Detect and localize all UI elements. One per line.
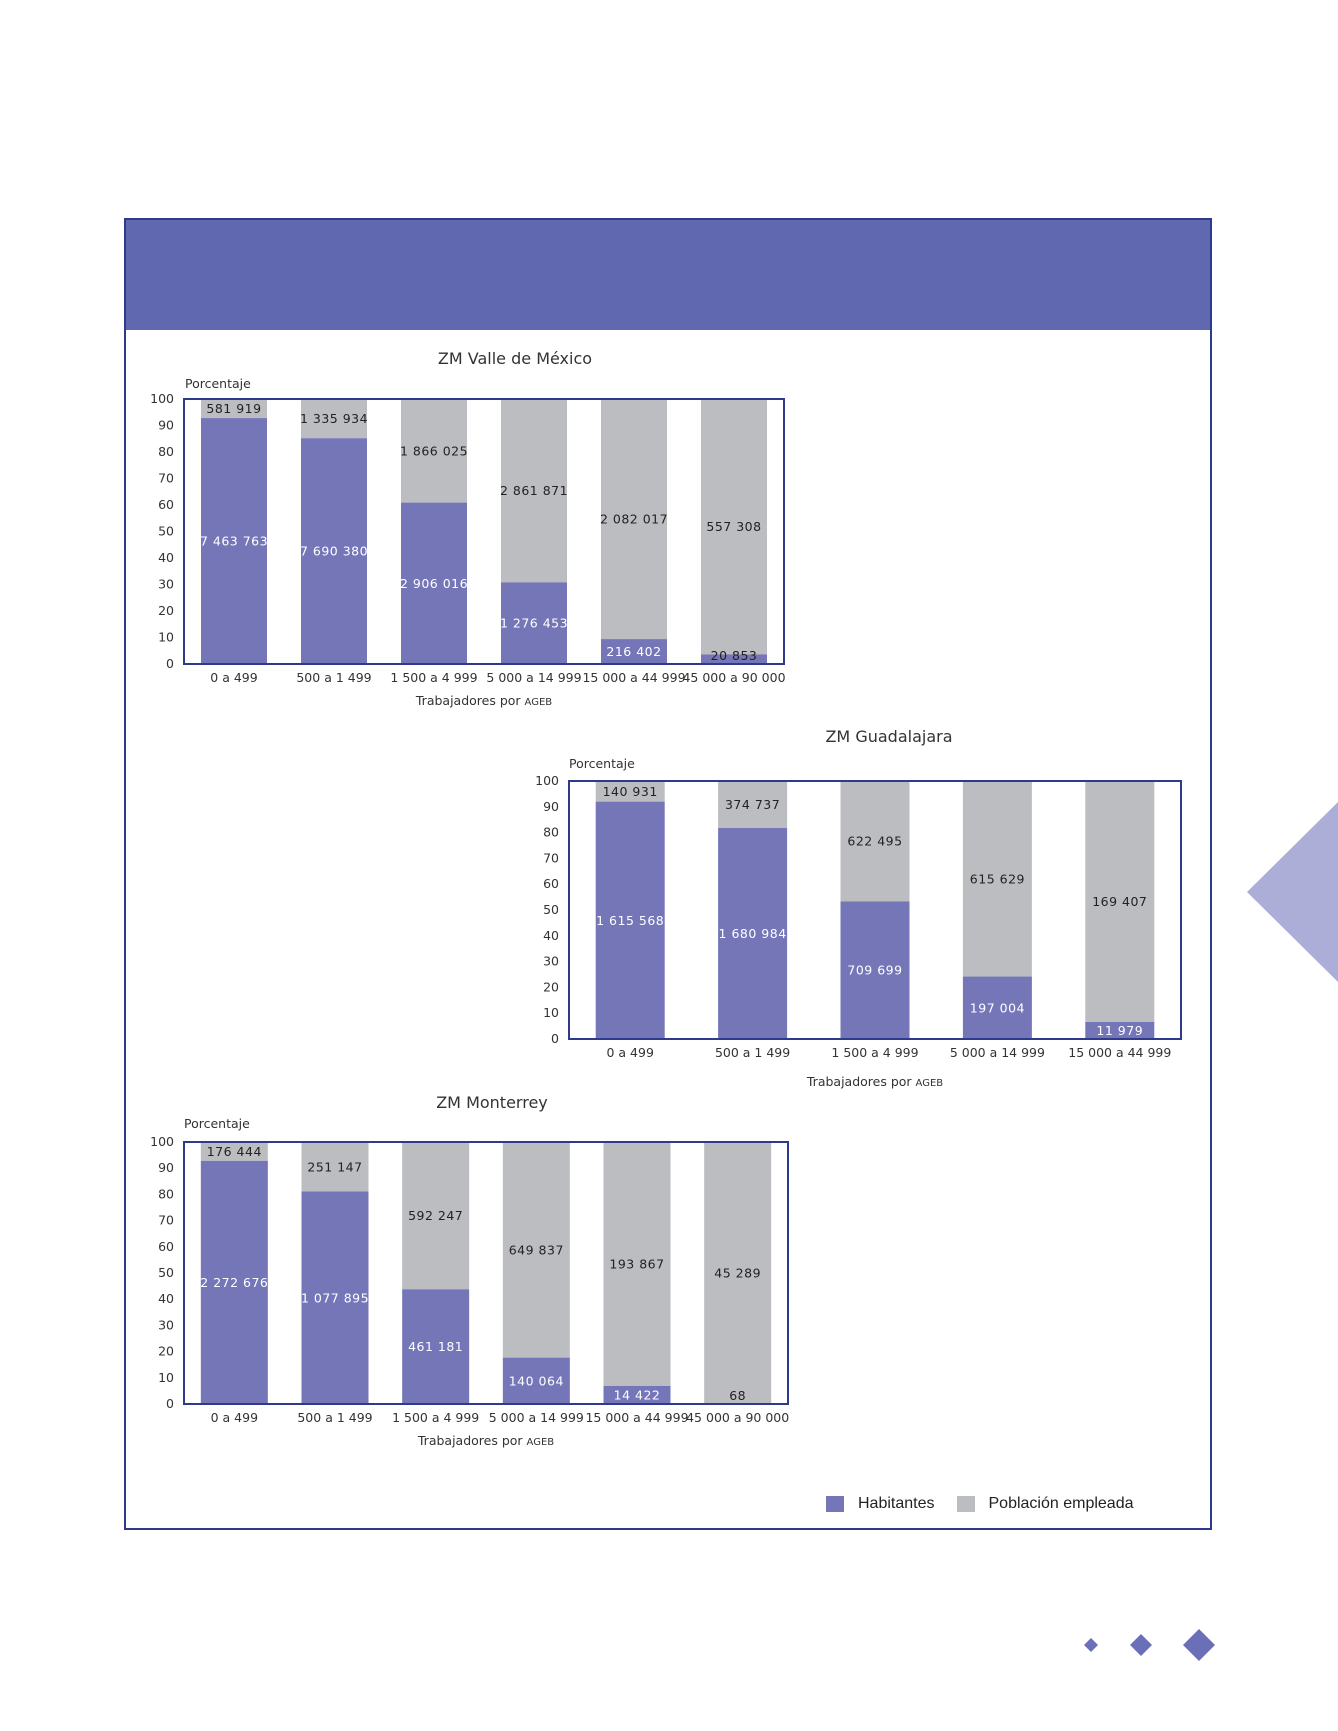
plot-area-border <box>184 1142 788 1404</box>
y-tick-label: 60 <box>543 876 559 892</box>
diamond-small <box>1084 1638 1098 1652</box>
y-tick-label: 80 <box>158 444 174 459</box>
data-label-poblacion-empleada: 176 444 <box>206 1143 262 1159</box>
diamond-large <box>1183 1629 1215 1661</box>
x-tick-label: 1 500 a 4 999 <box>392 1410 480 1425</box>
y-axis-label: Porcentaje <box>184 1116 250 1131</box>
data-label-poblacion-empleada: 615 629 <box>969 871 1026 887</box>
y-axis-label: Porcentaje <box>185 376 251 391</box>
chart-title: ZM Monterrey <box>436 1093 548 1112</box>
data-label-poblacion-empleada: 193 867 <box>609 1256 665 1272</box>
legend-item-habitantes <box>826 1495 935 1513</box>
data-label-habitantes: 7 690 380 <box>299 543 369 559</box>
y-tick-label: 50 <box>543 902 559 917</box>
legend-label-habitantes: Habitantes <box>858 1495 935 1512</box>
y-tick-label: 90 <box>158 1160 174 1176</box>
y-tick-label: 70 <box>158 1212 174 1228</box>
y-tick-label: 0 <box>551 1031 559 1046</box>
data-label-habitantes: 197 004 <box>969 1000 1026 1016</box>
y-tick-label: 90 <box>158 417 174 433</box>
data-label-habitantes: 2 272 676 <box>200 1274 269 1290</box>
y-tick-label: 50 <box>158 1265 174 1280</box>
data-label-poblacion-empleada: 251 147 <box>307 1159 363 1175</box>
y-tick-label: 70 <box>543 850 559 866</box>
y-axis-label: Porcentaje <box>569 756 635 771</box>
x-tick-label: 500 a 1 499 <box>297 1410 373 1425</box>
x-tick-label: 45 000 a 90 000 <box>682 670 786 685</box>
y-tick-label: 60 <box>158 1238 174 1254</box>
data-label-poblacion-empleada: 169 407 <box>1092 893 1148 909</box>
diamond-medium <box>1130 1634 1152 1656</box>
x-tick-label: 0 a 499 <box>210 670 258 685</box>
data-label-habitantes: 14 422 <box>613 1387 661 1403</box>
data-label-habitantes: 20 853 <box>710 648 758 663</box>
x-tick-label: 5 000 a 14 999 <box>486 670 582 685</box>
chart-title: ZM Guadalajara <box>825 727 953 746</box>
x-tick-label: 15 000 a 44 999 <box>582 670 686 685</box>
x-tick-label: 0 a 499 <box>210 1410 259 1425</box>
data-label-poblacion-empleada: 1 866 025 <box>399 443 469 459</box>
data-label-poblacion-empleada: 581 919 <box>206 401 262 417</box>
legend-label-poblacion-empleada: Población empleada <box>988 1495 1134 1512</box>
y-tick-label: 20 <box>158 603 174 618</box>
data-label-poblacion-empleada: 622 495 <box>847 833 903 849</box>
data-label-habitantes: 1 276 453 <box>499 615 569 631</box>
chart-title: ZM Valle de México <box>437 349 593 368</box>
plot-area-border <box>184 399 784 664</box>
y-tick-label: 20 <box>158 1343 174 1359</box>
decorative-triangle <box>1247 802 1338 982</box>
x-axis-label: Trabajadores por AGEB <box>806 1074 944 1089</box>
data-label-habitantes: 1 077 895 <box>300 1290 370 1306</box>
x-tick-label: 45 000 a 90 000 <box>686 1410 790 1425</box>
y-tick-label: 60 <box>158 497 174 512</box>
x-tick-label: 500 a 1 499 <box>296 670 372 685</box>
y-tick-label: 20 <box>543 979 559 995</box>
y-tick-label: 50 <box>158 523 174 539</box>
x-axis-label: Trabajadores por AGEB <box>417 1433 555 1448</box>
chart-valle-de-mexico <box>140 345 820 715</box>
data-label-poblacion-empleada: 45 289 <box>714 1265 762 1281</box>
y-tick-label: 10 <box>158 629 174 645</box>
data-label-habitantes: 461 181 <box>408 1339 464 1355</box>
y-tick-label: 40 <box>543 927 559 943</box>
y-tick-label: 80 <box>543 824 559 840</box>
header-banner <box>126 220 1210 330</box>
data-label-poblacion-empleada: 592 247 <box>408 1208 464 1224</box>
data-label-poblacion-empleada: 2 082 017 <box>599 511 669 527</box>
data-label-habitantes: 1 680 984 <box>718 925 787 941</box>
legend-swatch-poblacion-empleada <box>957 1496 975 1512</box>
y-tick-label: 30 <box>158 576 174 592</box>
data-label-poblacion-empleada: 140 931 <box>602 783 658 799</box>
data-label-habitantes: 11 979 <box>1096 1022 1144 1038</box>
data-label-poblacion-empleada: 2 861 871 <box>499 483 569 499</box>
decorative-diamonds <box>1080 1625 1220 1665</box>
y-tick-label: 10 <box>543 1005 559 1021</box>
x-tick-label: 1 500 a 4 999 <box>831 1045 919 1060</box>
y-tick-label: 100 <box>150 391 174 406</box>
y-tick-label: 90 <box>543 798 559 814</box>
y-tick-label: 40 <box>158 550 174 565</box>
legend-item-poblacion-empleada <box>957 1495 1134 1513</box>
data-label-poblacion-empleada: 374 737 <box>724 796 781 812</box>
x-tick-label: 5 000 a 14 999 <box>488 1410 584 1425</box>
data-label-habitantes: 1 615 568 <box>596 912 665 928</box>
y-tick-label: 10 <box>158 1369 174 1385</box>
x-tick-label: 0 a 499 <box>606 1045 654 1060</box>
legend-swatch-habitantes <box>826 1496 844 1512</box>
data-label-habitantes: 2 906 016 <box>399 575 469 591</box>
y-tick-label: 100 <box>150 1134 174 1149</box>
x-tick-label: 1 500 a 4 999 <box>390 670 478 685</box>
y-tick-label: 30 <box>158 1317 174 1333</box>
chart-monterrey <box>140 1090 820 1460</box>
x-tick-label: 5 000 a 14 999 <box>949 1045 1045 1060</box>
data-label-poblacion-empleada: 649 837 <box>508 1242 564 1258</box>
x-axis-label: Trabajadores por AGEB <box>415 693 553 708</box>
y-tick-label: 40 <box>158 1291 174 1307</box>
y-tick-label: 70 <box>158 470 174 486</box>
x-tick-label: 15 000 a 44 999 <box>585 1410 689 1425</box>
data-label-habitantes: 68 <box>729 1388 747 1403</box>
data-label-poblacion-empleada: 1 335 934 <box>299 411 369 427</box>
data-label-poblacion-empleada: 557 308 <box>706 519 762 535</box>
x-tick-label: 500 a 1 499 <box>714 1045 791 1060</box>
y-tick-label: 30 <box>543 953 559 969</box>
chart-guadalajara <box>525 722 1195 1094</box>
x-tick-label: 15 000 a 44 999 <box>1068 1045 1172 1060</box>
data-label-habitantes: 216 402 <box>606 644 662 660</box>
legend <box>826 1494 1156 1514</box>
data-label-habitantes: 140 064 <box>508 1373 564 1389</box>
y-tick-label: 0 <box>166 1396 174 1411</box>
y-tick-label: 100 <box>535 773 559 788</box>
y-tick-label: 80 <box>158 1186 174 1202</box>
y-tick-label: 0 <box>166 656 174 671</box>
data-label-habitantes: 7 463 763 <box>199 533 269 549</box>
data-label-habitantes: 709 699 <box>847 962 903 978</box>
